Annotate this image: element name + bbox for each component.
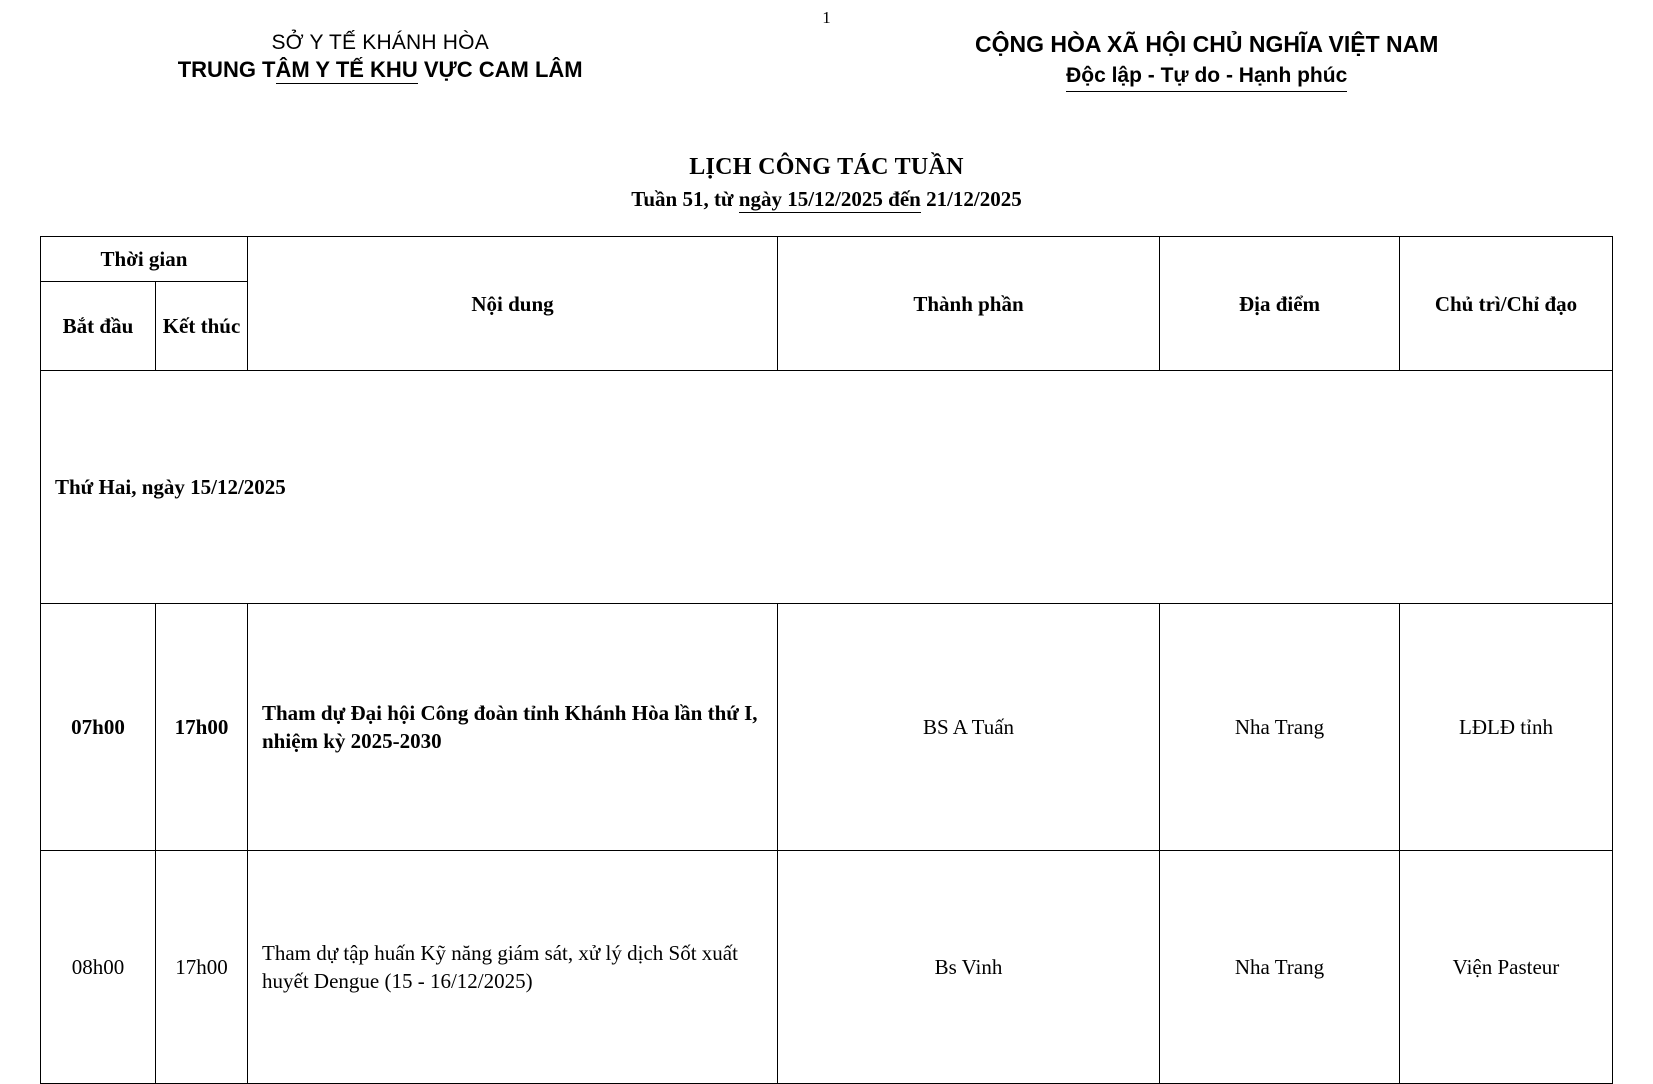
table-header-row-1 xyxy=(40,237,1612,282)
header-participants: Thành phần xyxy=(778,237,1160,371)
national-title: CỘNG HÒA XÃ HỘI CHỦ NGHĨA VIỆT NAM xyxy=(974,31,1439,57)
header-start-time: Bắt đầu xyxy=(40,282,155,371)
row-start-time: 08h00 xyxy=(40,851,155,1084)
row-chair: Viện Pasteur xyxy=(1400,851,1613,1084)
weekly-schedule-table xyxy=(40,236,1613,1084)
header-location: Địa điểm xyxy=(1160,237,1400,371)
row-location: Nha Trang xyxy=(1160,604,1400,851)
document-subtitle-part1: Tuần 51, từ xyxy=(631,187,739,212)
issuing-authority-line2 xyxy=(178,56,583,84)
document-subtitle-part2: ngày 15/12/2025 đến xyxy=(738,187,921,212)
header-right-block xyxy=(760,30,1653,92)
page-number: 1 xyxy=(822,8,831,27)
issuing-authority-line2-part3: VỰC CAM LÂM xyxy=(417,57,583,83)
row-participants: Bs Vinh xyxy=(778,851,1160,1084)
row-start-time: 07h00 xyxy=(40,604,155,851)
issuing-authority-line1: SỞ Y TẾ KHÁNH HÒA xyxy=(271,31,489,54)
title-block xyxy=(0,154,1653,212)
issuing-authority-line2-part2: ÂM Y TẾ KHU xyxy=(275,57,418,83)
document-subtitle-part3: 21/12/2025 xyxy=(920,187,1022,212)
header-time-group: Thời gian xyxy=(40,237,247,282)
header-left-block xyxy=(0,30,760,92)
row-end-time: 17h00 xyxy=(155,851,247,1084)
header-chair: Chủ trì/Chỉ đạo xyxy=(1400,237,1613,371)
header-end-time: Kết thúc xyxy=(155,282,247,371)
row-location: Nha Trang xyxy=(1160,851,1400,1084)
issuing-authority-line2-part1: TRUNG T xyxy=(177,57,276,83)
row-chair: LĐLĐ tỉnh xyxy=(1400,604,1613,851)
table-row xyxy=(40,851,1612,1084)
table-row xyxy=(40,604,1612,851)
national-motto: Độc lập - Tự do - Hạnh phúc xyxy=(1066,62,1347,92)
row-participants: BS A Tuấn xyxy=(778,604,1160,851)
row-end-time: 17h00 xyxy=(155,604,247,851)
row-content: Tham dự Đại hội Công đoàn tỉnh Khánh Hòa lần thứ I, nhiệm kỳ 2025-2030 xyxy=(248,604,778,851)
header-content: Nội dung xyxy=(248,237,778,371)
day-label: Thứ Hai, ngày 15/12/2025 xyxy=(40,371,1612,604)
row-content: Tham dự tập huấn Kỹ năng giám sát, xử lý dịch Sốt xuất huyết Dengue (15 - 16/12/2025) xyxy=(248,851,778,1084)
document-subtitle xyxy=(0,187,1653,212)
document-title: LỊCH CÔNG TÁC TUẦN xyxy=(689,154,964,181)
day-group-row xyxy=(40,371,1612,604)
